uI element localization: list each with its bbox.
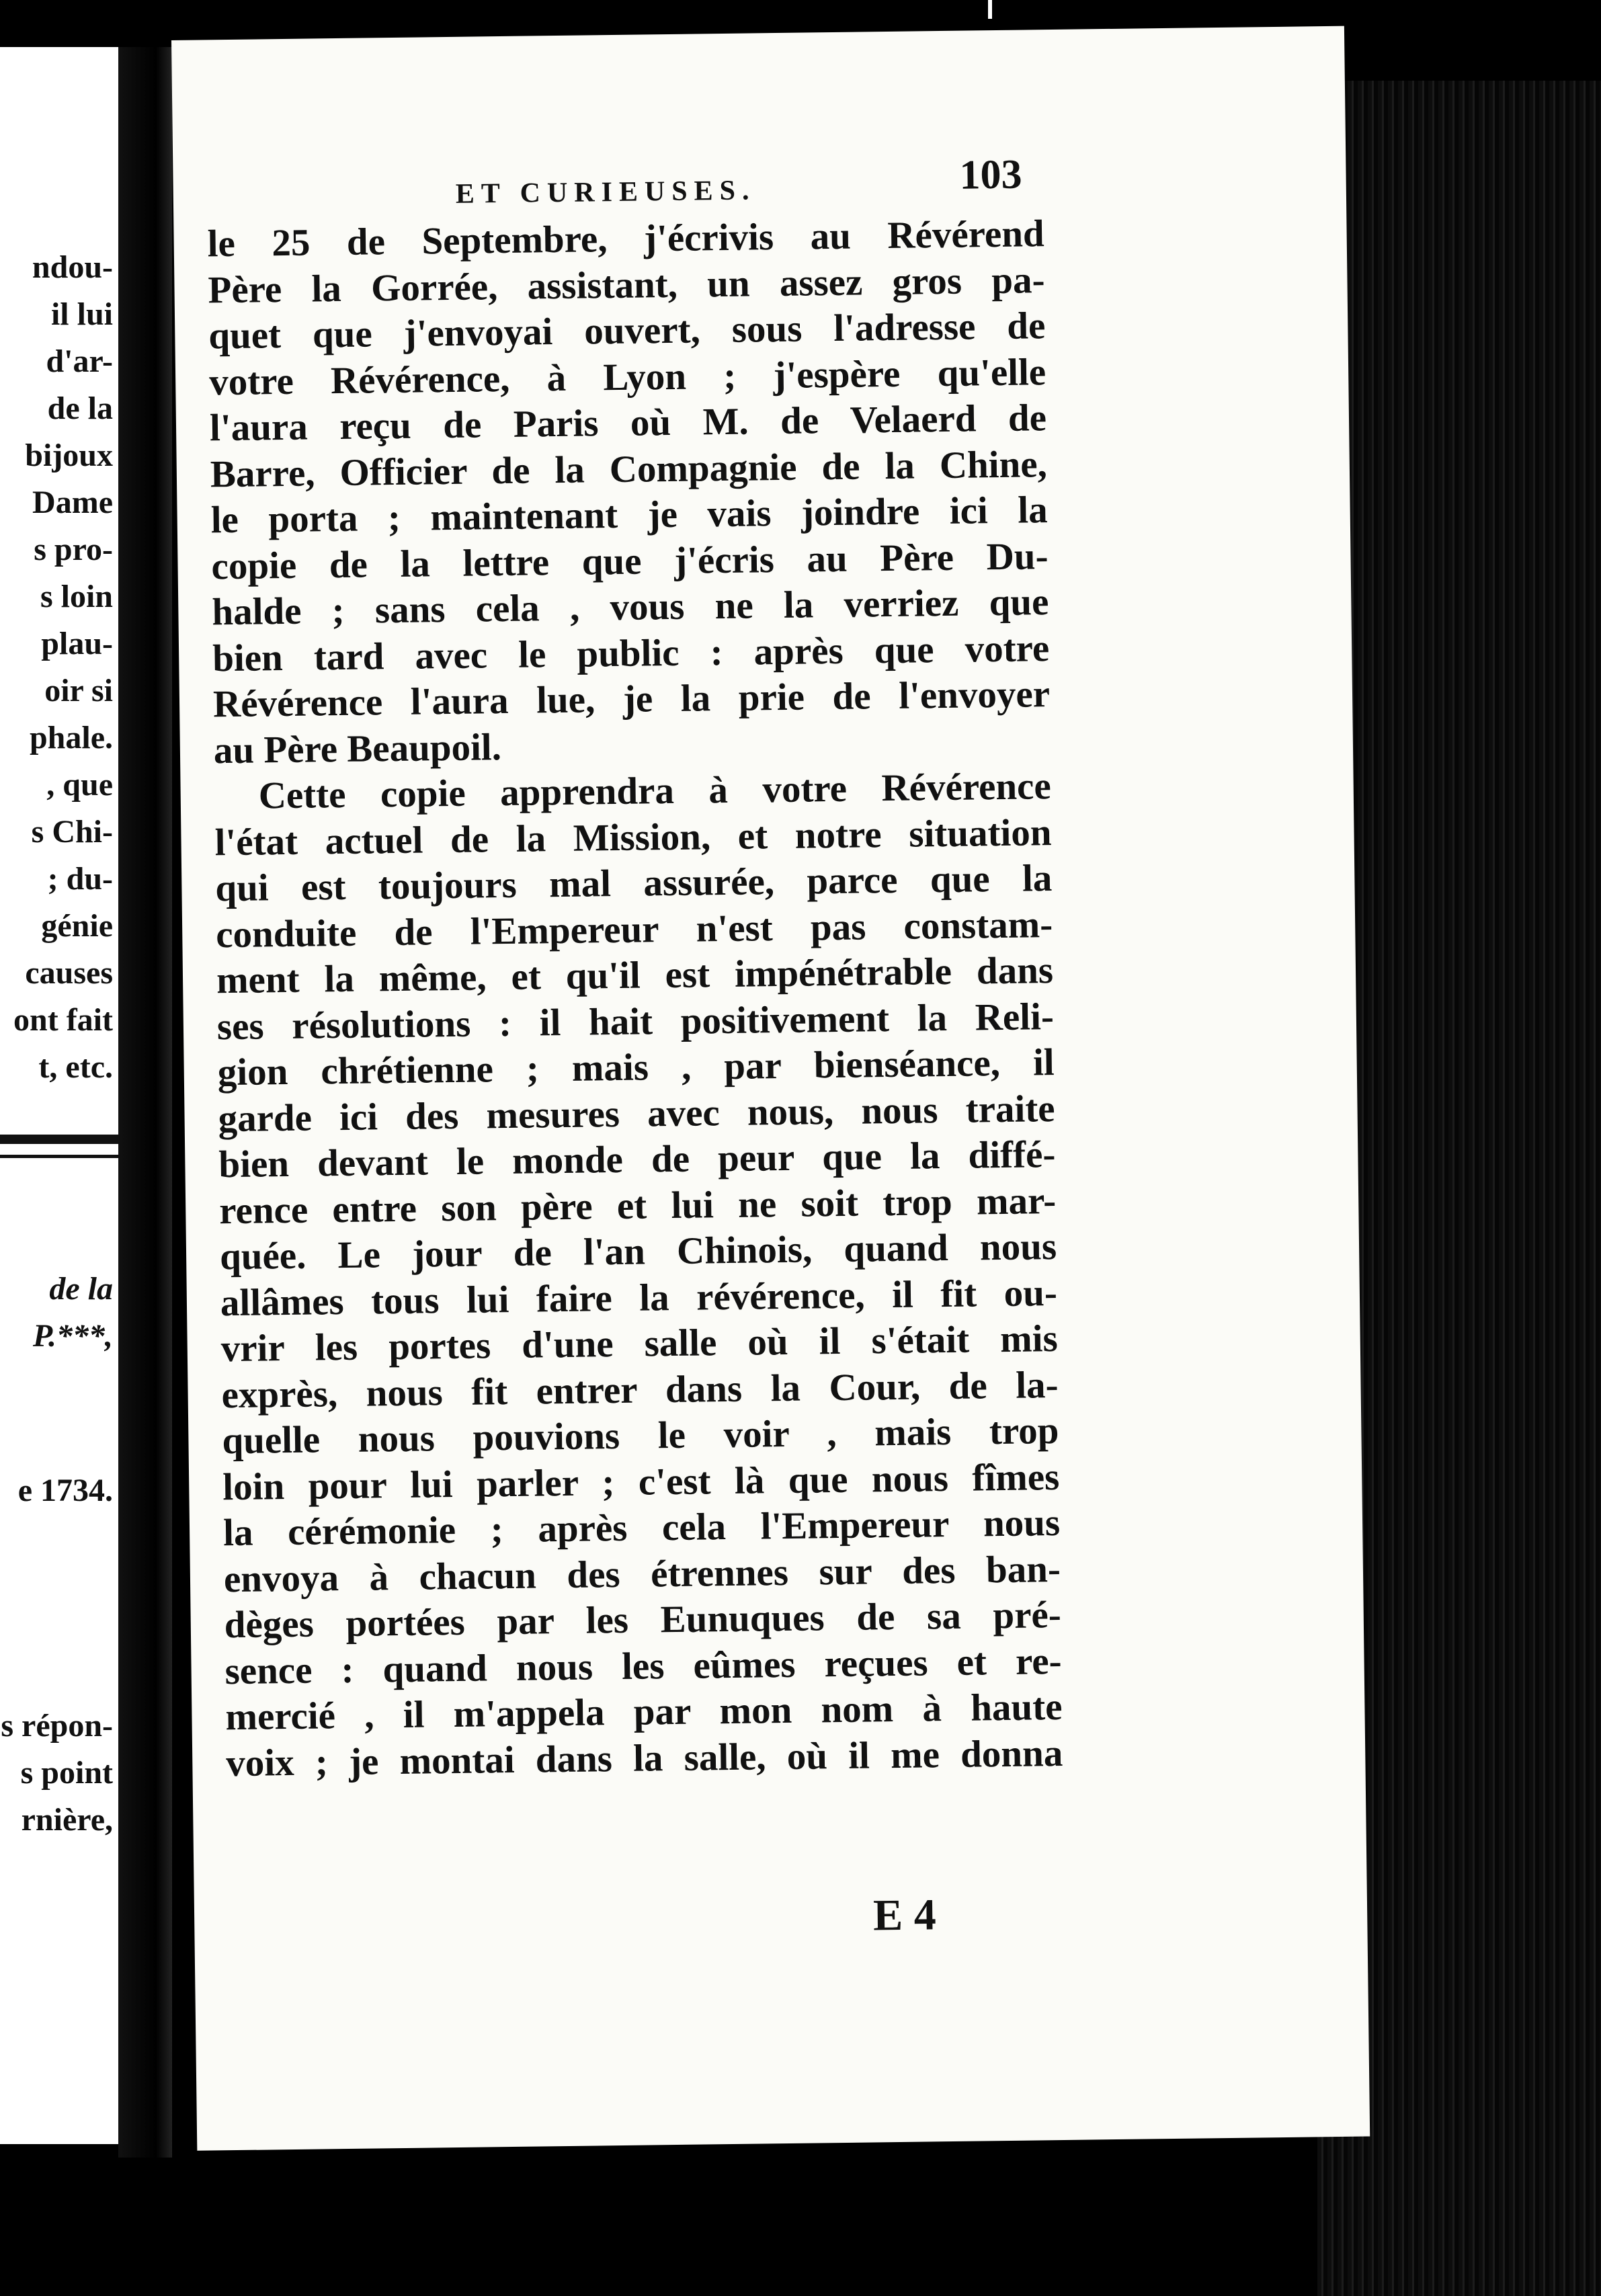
text-line: mercié , il m'appela par mon nom à haute <box>225 1685 1063 1739</box>
left-line: s répon- <box>1 1708 113 1744</box>
text-line: sence : quand nous les eûmes reçues et re- <box>224 1639 1062 1692</box>
left-line: bijoux <box>25 438 113 473</box>
text-line: voix ; je montai dans la salle, où il me donna <box>225 1731 1063 1785</box>
text-line: le 25 de Septembre, j'écrivis au Révérend <box>207 212 1044 265</box>
left-heading-line: de la <box>49 1271 113 1307</box>
left-line: génie <box>41 908 113 944</box>
left-heading-line: P.***, <box>32 1318 113 1354</box>
left-date: e 1734. <box>17 1473 113 1508</box>
left-line: t, etc. <box>38 1049 113 1085</box>
text-line: allâmes tous lui faire la révérence, il fit ou- <box>220 1271 1058 1324</box>
section-rule-thick <box>0 1135 118 1144</box>
left-line: plau- <box>41 626 113 661</box>
left-line: ; du- <box>47 861 113 897</box>
left-line: il lui <box>50 296 113 332</box>
text-line: conduite de l'Empereur n'est pas constam- <box>215 903 1053 956</box>
page-number: 103 <box>959 151 1022 198</box>
text-line: quet que j'envoyai ouvert, sous l'adresse de <box>208 304 1046 358</box>
text-line: copie de la lettre que j'écris au Père Du- <box>211 534 1049 587</box>
body-text <box>207 211 1063 1787</box>
running-head: ET CURIEUSES. <box>455 175 756 210</box>
text-line: ment la même, et qu'il est impénétrable dans <box>216 949 1054 1002</box>
text-line: rence entre son père et lui ne soit trop mar- <box>218 1179 1057 1232</box>
left-line: phale. <box>29 720 113 755</box>
text-line: le porta ; maintenant je vais joindre ici la <box>210 489 1049 542</box>
text-line: dèges portées par les Eunuques de sa pré- <box>224 1594 1062 1647</box>
left-line: rnière, <box>21 1802 113 1838</box>
left-line: Dame <box>32 485 113 520</box>
text-line: Père la Gorrée, assistant, un assez gros pa- <box>208 258 1045 311</box>
text-line: exprès, nous fit entrer dans la Cour, de la- <box>221 1363 1059 1416</box>
left-line: ndou- <box>32 249 113 285</box>
left-line: d'ar- <box>46 343 113 379</box>
section-rule-thin <box>0 1155 118 1158</box>
left-line: , que <box>46 767 113 803</box>
right-page <box>171 26 1370 2151</box>
text-line: loin pour lui parler ; c'est là que nous fîmes <box>222 1455 1060 1508</box>
left-line: ont fait <box>13 1002 113 1038</box>
left-line: causes <box>25 955 113 991</box>
signature-mark: E 4 <box>872 1890 937 1940</box>
text-line: au Père Beaupoil. <box>213 725 502 772</box>
left-line: s point <box>20 1755 113 1791</box>
left-line: oir si <box>44 673 113 708</box>
text-line: l'état actuel de la Mission, et notre situation <box>214 811 1052 864</box>
text-line: bien devant le monde de peur que la diffé- <box>218 1133 1056 1186</box>
text-line: Barre, Officier de la Compagnie de la Chine, <box>210 442 1048 495</box>
left-line: s loin <box>40 579 113 614</box>
text-line: quelle nous pouvions le voir , mais trop <box>222 1409 1059 1463</box>
text-line: garde ici des mesures avec nous, nous traite <box>218 1087 1055 1140</box>
text-line: ses résolutions : il hait positivement la Reli- <box>216 995 1055 1048</box>
text-line: la cérémonie ; après cela l'Empereur nous <box>222 1502 1061 1555</box>
text-line: vrir les portes d'une salle où il s'était mis <box>220 1317 1059 1370</box>
text-line: qui est toujours mal assurée, parce que la <box>215 857 1053 910</box>
text-line: Cette copie apprendra à votre Révérence <box>258 765 1052 817</box>
top-mark <box>988 0 992 19</box>
text-line: halde ; sans cela , vous ne la verriez que <box>212 581 1049 634</box>
text-line: quée. Le jour de l'an Chinois, quand nous <box>219 1225 1057 1278</box>
text-line: l'aura reçu de Paris où M. de Velaerd de <box>209 397 1047 450</box>
left-line: de la <box>47 391 113 426</box>
text-line: envoya à chacun des étrennes sur des ban- <box>223 1547 1061 1600</box>
book-gutter <box>118 47 172 2158</box>
left-line: s pro- <box>34 532 113 567</box>
left-page <box>0 47 118 2144</box>
left-line: s Chi- <box>31 814 113 850</box>
text-line: bien tard avec le public : après que votre <box>212 626 1050 680</box>
text-line: gion chrétienne ; mais , par bienséance, il <box>217 1041 1055 1094</box>
text-line: Révérence l'aura lue, je la prie de l'envoyer <box>212 673 1051 726</box>
text-line: votre Révérence, à Lyon ; j'espère qu'elle <box>208 350 1046 403</box>
